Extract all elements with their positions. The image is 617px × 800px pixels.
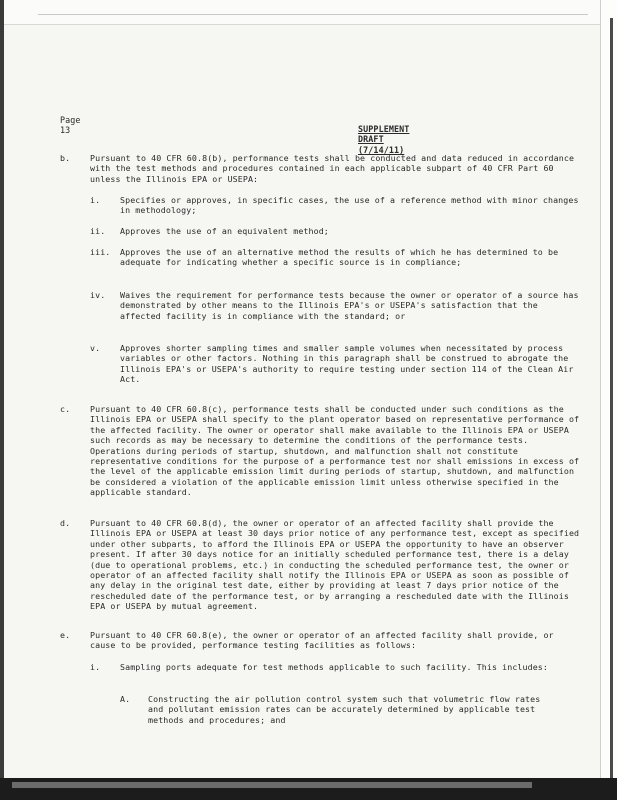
scan-bottom-highlight xyxy=(12,782,532,788)
scan-top-edge xyxy=(0,0,617,25)
section-text: Pursuant to 40 CFR 60.8(e), the owner or operator of an affected facility shall provide, or cause to be provided, performance testing facilities as follows: xyxy=(90,630,554,651)
section-text: Pursuant to 40 CFR 60.8(b), performance tests shall be conducted and data reduced in accordance with the test methods and procedures contained in each applicable subpart of 40 CFR Part 60 unless the Illinois EPA or USEPA: xyxy=(90,153,575,184)
item-text: Specifies or approves, in specific cases, the use of a reference method with minor changes in methodology; xyxy=(120,195,579,216)
scan-right-edge xyxy=(600,0,617,780)
item-marker: iv. xyxy=(90,290,106,300)
draft-label: SUPPLEMENT DRAFT (7/14/11) xyxy=(358,124,410,155)
section-marker: d. xyxy=(60,518,71,528)
section-text: Pursuant to 40 CFR 60.8(c), performance tests shall be conducted under such conditions as the Illinois EPA or USEPA shall specify to the plant operator based on representative performance of the affected facility. The owner or operator shall make available to the Illinois EPA or USEPA such records as may be necessary to determine the conditions of the performance tests. Operations during periods of startup, shutdown, and malfunction shall not constitute representative conditions for the purpose of a performance test nor shall emissions in excess of the level of the applicable emission limit during periods of startup, shutdown, and malfunction be considered a violation of the applicable emission limit unless otherwise specified in the applicable standard. xyxy=(90,404,580,498)
scan-right-bar xyxy=(610,18,613,778)
item-text: Sampling ports adequate for test methods applicable to such facility. This includes: xyxy=(120,662,548,672)
item-marker: iii. xyxy=(90,247,111,257)
section-marker: b. xyxy=(60,153,71,163)
scan-left-edge xyxy=(0,0,4,780)
scan-top-line xyxy=(38,14,588,15)
item-marker: i. xyxy=(90,662,101,672)
section-text: Pursuant to 40 CFR 60.8(d), the owner or operator of an affected facility shall provide the Illinois EPA or USEPA at least 30 days prior notice of any performance test, except as specified under other subparts, to afford the Illinois EPA or USEPA the opportunity to have an observer present. If after 30 days notice for an initially scheduled performance test, there is a delay (due to operational problems, etc.) in conducting the scheduled performance test, the owner or operator of an affected facility shall notify the Illinois EPA or USEPA as soon as possible of any delay in the original test date, either by providing at least 7 days prior notice of the rescheduled date of the performance test, or by arranging a rescheduled date with the Illinois EPA or USEPA by mutual agreement. xyxy=(90,518,580,612)
subitem-marker: A. xyxy=(120,694,131,704)
page-number: Page 13 xyxy=(60,115,81,136)
item-text: Approves shorter sampling times and smaller sample volumes when necessitated by process variables or other factors. Nothing in this paragraph shall be construed to abrogate the Illinois EPA's or USEPA's authority to require testing under section 114 of the Clean Air Act. xyxy=(120,343,574,385)
item-text: Approves the use of an alternative method the results of which he has determined to be adequate for indicating whether a specific source is in compliance; xyxy=(120,247,559,268)
section-marker: c. xyxy=(60,404,71,414)
section-marker: e. xyxy=(60,630,71,640)
item-marker: i. xyxy=(90,195,101,205)
item-marker: ii. xyxy=(90,226,106,236)
subitem-text: Constructing the air pollution control system such that volumetric flow rates and pollutant emission rates can be accurately determined by applicable test methods and procedures; and xyxy=(148,694,541,725)
item-text: Approves the use of an equivalent method; xyxy=(120,226,329,236)
item-marker: v. xyxy=(90,343,101,353)
item-text: Waives the requirement for performance tests because the owner or operator of a source has demonstrated by other means to the Illinois EPA's or USEPA's satisfaction that the affected facility is in compliance with the standard; or xyxy=(120,290,579,321)
